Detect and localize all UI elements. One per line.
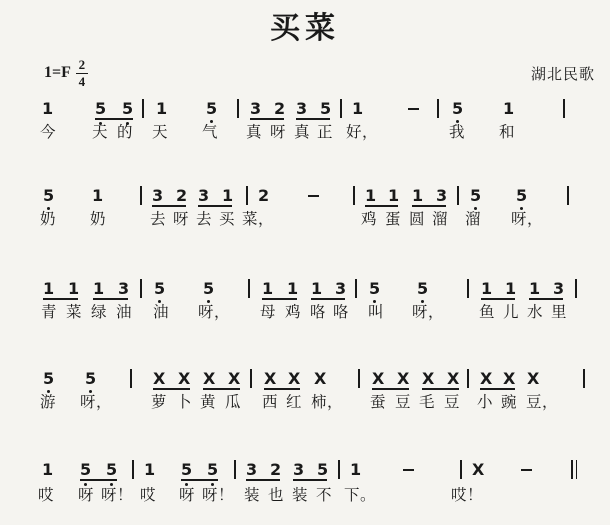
note-digit: 5 [203,279,215,298]
lyric-syllable: 豆， [526,394,559,411]
lyric-syllable: 红 [286,394,303,411]
lyric-syllable: 鸡 [361,211,378,228]
final-barline [571,460,573,479]
lyric-syllable: 去 [150,211,167,228]
note-digit: 5 [106,460,118,479]
time-signature-denominator: 4 [78,74,86,90]
lyric-syllable: 青 [41,304,58,321]
beam-line [317,479,327,481]
note-digit: 1 [68,279,80,298]
note-digit: X [447,369,460,388]
note-digit: 1 [311,279,323,298]
note-digit: 5 [317,460,329,479]
beam-line [181,479,207,481]
note-digit: 1 [42,99,54,118]
lyric-syllable: 装 [292,487,309,504]
note-digit: 2 [274,99,286,118]
lyric-syllable: 油 [116,304,133,321]
lyric-syllable: 呀 [173,211,190,228]
note-digit: 5 [95,99,107,118]
lyric-syllable: 呀 [179,487,196,504]
barline [132,460,134,479]
lyric-syllable: 圆 [409,211,426,228]
extension-dash [521,469,532,471]
lyric-syllable: 鱼 [479,304,496,321]
note-digit: 5 [470,186,482,205]
lyric-syllable: 不 [316,487,333,504]
lyric-syllable: 哎 [140,487,157,504]
song-source: 湖北民歌 [530,67,595,83]
lyric-syllable: 呀！ [202,487,235,504]
lyric-syllable: 呀， [412,304,445,321]
note-digit: 3 [293,460,305,479]
final-barline [576,460,578,479]
note-digit: 1 [481,279,493,298]
note-digit: 5 [206,99,218,118]
note-digit: X [314,369,327,388]
lyric-syllable: 奶 [90,211,107,228]
note-digit: 1 [388,186,400,205]
lyric-syllable: 溜 [465,211,482,228]
lyric-syllable: 游 [40,394,57,411]
note-digit: X [397,369,410,388]
note-digit: X [503,369,516,388]
lyric-syllable: 哎 [38,487,55,504]
note-digit: X [372,369,385,388]
octave-dot [84,483,87,486]
note-digit: X [480,369,493,388]
note-digit: 5 [516,186,528,205]
note-digit: 2 [270,460,282,479]
note-digit: X [203,369,216,388]
note-digit: 3 [436,186,448,205]
note-digit: 1 [350,460,362,479]
barline [338,460,340,479]
lyric-syllable: 绿 [91,304,108,321]
lyric-syllable: 溜 [432,211,449,228]
lyric-syllable: 呀 [78,487,95,504]
note-digit: 1 [529,279,541,298]
beam-line [207,479,218,481]
note-digit: 5 [80,460,92,479]
note-digit: 5 [369,279,381,298]
lyric-syllable: 也 [268,487,285,504]
note-digit: 3 [246,460,258,479]
note-digit: 1 [503,99,515,118]
note-digit: 3 [250,99,262,118]
note-digit: 3 [335,279,347,298]
lyric-syllable: 我 [449,124,466,141]
note-digit: 5 [417,279,429,298]
lyric-syllable: 叫 [368,304,385,321]
note-digit: 5 [43,369,55,388]
note-digit: X [422,369,435,388]
note-digit: 1 [505,279,517,298]
note-digit: 1 [287,279,299,298]
lyric-syllable: 和 [499,124,516,141]
lyric-syllable: 天 [152,124,169,141]
beam-line [270,479,280,481]
lyric-syllable: 咯 [310,304,327,321]
note-digit: X [264,369,277,388]
lyric-syllable: 油 [153,304,170,321]
note-digit: 1 [352,99,364,118]
note-digit: X [228,369,241,388]
lyric-syllable: 小 [477,394,494,411]
lyric-syllable: 水 [527,304,544,321]
note-digit: X [178,369,191,388]
beam-line [246,479,270,481]
lyric-syllable: 呀 [270,124,287,141]
lyric-syllable: 卜 [176,394,193,411]
lyric-syllable: 里 [551,304,568,321]
octave-dot [211,483,214,486]
lyric-syllable: 黄 [200,394,217,411]
lyric-syllable: 豆 [395,394,412,411]
note-digit: 3 [296,99,308,118]
lyric-syllable: 咯 [333,304,350,321]
note-digit: X [472,460,485,479]
beam-line [293,479,317,481]
key-label: 1=F [44,64,71,82]
lyric-syllable: 豆 [444,394,461,411]
time-signature-numerator: 2 [78,57,86,72]
note-digit: 5 [85,369,97,388]
lyric-syllable: 今 [40,124,57,141]
note-digit: 3 [118,279,130,298]
note-digit: 5 [122,99,134,118]
lyric-syllable: 瓜 [225,394,242,411]
beam-line [106,479,117,481]
octave-dot [185,483,188,486]
barline [460,460,462,479]
note-digit: X [153,369,166,388]
note-digit: 1 [222,186,234,205]
note-digit: 3 [198,186,210,205]
lyric-syllable: 豌 [501,394,518,411]
note-digit: 2 [176,186,188,205]
lyric-syllable: 奶 [40,211,57,228]
lyric-syllable: 菜， [242,211,275,228]
lyric-syllable: 西 [262,394,279,411]
note-digit: X [527,369,540,388]
note-digit: 1 [412,186,424,205]
lyric-syllable: 去 [196,211,213,228]
note-digit: 1 [42,460,54,479]
note-digit: 2 [258,186,270,205]
note-digit: 1 [262,279,274,298]
octave-dot [110,483,113,486]
lyric-syllable: 呀， [198,304,231,321]
lyric-syllable: 呀， [511,211,544,228]
note-digit: 3 [553,279,565,298]
note-digit: 5 [181,460,193,479]
song-title: 买菜 [270,12,340,45]
lyric-syllable: 柿， [311,394,344,411]
lyric-syllable: 气 [202,124,219,141]
note-digit: 5 [43,186,55,205]
lyric-syllable: 菜 [66,304,83,321]
lyric-syllable: 萝 [151,394,168,411]
lyric-syllable: 哎！ [451,487,484,504]
note-digit: 1 [156,99,168,118]
lyric-syllable: 儿 [503,304,520,321]
lyric-syllable: 鸡 [285,304,302,321]
barline [234,460,236,479]
lyric-syllable: 呀， [80,394,113,411]
lyric-syllable: 买 [219,211,236,228]
lyric-syllable: 正 [317,124,334,141]
note-digit: 5 [207,460,219,479]
lyric-syllable: 好， [346,124,379,141]
lyric-syllable: 的 [117,124,134,141]
note-digit: 1 [43,279,55,298]
note-digit: 1 [92,186,104,205]
lyric-syllable: 母 [260,304,277,321]
lyric-syllable: 呀！ [101,487,134,504]
lyric-syllable: 蛋 [385,211,402,228]
note-digit: 1 [93,279,105,298]
lyric-syllable: 天 [92,124,109,141]
extension-dash [403,469,414,471]
beam-line [80,479,106,481]
lyric-syllable: 下。 [344,487,377,504]
note-digit: 3 [152,186,164,205]
note-digit: 5 [320,99,332,118]
note-digit: 5 [154,279,166,298]
lyric-syllable: 蚕 [370,394,387,411]
lyric-syllable: 毛 [419,394,436,411]
lyric-syllable: 装 [244,487,261,504]
note-digit: 1 [365,186,377,205]
note-digit: 1 [144,460,156,479]
lyric-syllable: 真 [246,124,263,141]
lyric-syllable: 真 [294,124,311,141]
note-digit: 5 [452,99,464,118]
note-digit: X [288,369,301,388]
